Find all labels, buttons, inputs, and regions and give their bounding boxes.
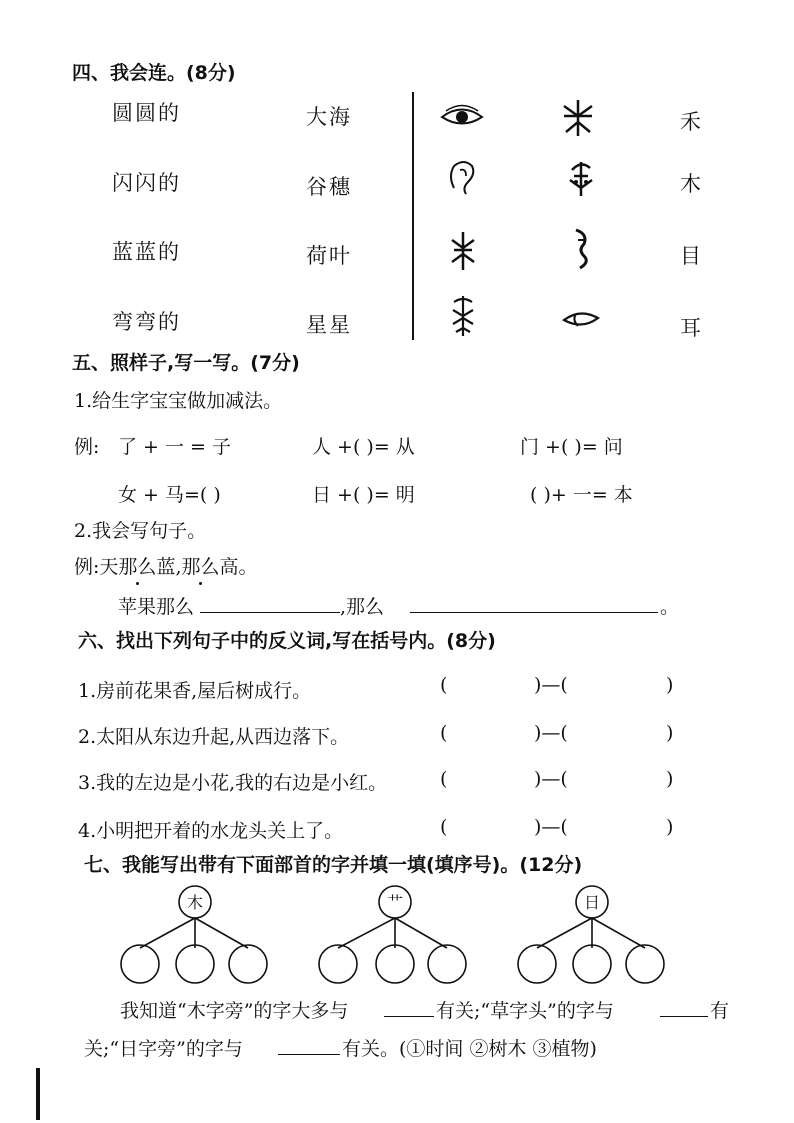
antonym-dash-3: )—( xyxy=(534,768,568,790)
antonym-paren-right-3[interactable]: ) xyxy=(666,768,674,790)
match-right-3: 荷叶 xyxy=(306,244,352,268)
grain-stalk-pictograph-icon xyxy=(448,230,478,272)
match-right-4: 星星 xyxy=(306,313,352,337)
section-4-divider xyxy=(412,92,414,340)
crop-pictograph-icon xyxy=(448,294,478,338)
section-7-title: 七、我能写出带有下面部首的字并填一填(填序号)。(12分) xyxy=(84,854,583,876)
radical-question-part-1: 我知道“木字旁”的字大多与 xyxy=(120,1000,349,1022)
math-row1-item1: 了 + 一 = 子 xyxy=(118,436,231,458)
modern-char-3: 目 xyxy=(680,244,703,268)
math-row2-item3[interactable]: ( )+ 一= 本 xyxy=(530,484,633,506)
radical-blank-1[interactable] xyxy=(384,1016,434,1017)
antonym-dash-4: )—( xyxy=(534,816,568,838)
antonym-sentence-3: 3.我的左边是小花,我的右边是小红。 xyxy=(78,772,388,794)
match-left-2: 闪闪的 xyxy=(112,171,181,195)
fill-sentence-end: 。 xyxy=(660,596,680,618)
math-row1-item3[interactable]: 门 +( )= 问 xyxy=(520,436,623,458)
match-right-1: 大海 xyxy=(306,105,352,129)
antonym-paren-left-4[interactable]: ( xyxy=(440,816,448,838)
sentence-example-part-d: 那么 xyxy=(181,552,219,579)
answer-circle-2-2[interactable] xyxy=(376,945,414,983)
modern-char-1: 禾 xyxy=(680,110,703,134)
ear-pictograph-icon xyxy=(446,158,478,198)
radical-label-2: 艹 xyxy=(386,893,404,912)
match-left-3: 蓝蓝的 xyxy=(112,240,181,264)
antonym-dash-1: )—( xyxy=(534,674,568,696)
match-right-2: 谷穗 xyxy=(306,175,352,199)
antonym-paren-left-1[interactable]: ( xyxy=(440,674,448,696)
antonym-sentence-1: 1.房前花果香,屋后树成行。 xyxy=(78,680,312,702)
tree-pictograph-icon xyxy=(560,98,596,138)
math-row2-item2[interactable]: 日 +( )= 明 xyxy=(312,484,415,506)
answer-circle-1-1[interactable] xyxy=(121,945,159,983)
sentence-example-part-a: 天 xyxy=(99,556,119,578)
answer-circle-3-3[interactable] xyxy=(626,945,664,983)
antonym-sentence-2: 2.太阳从东边升起,从西边落下。 xyxy=(78,726,350,748)
antonym-paren-left-2[interactable]: ( xyxy=(440,722,448,744)
antonym-paren-right-4[interactable]: ) xyxy=(666,816,674,838)
answer-circle-2-3[interactable] xyxy=(428,945,466,983)
radical-blank-2[interactable] xyxy=(660,1016,708,1017)
radical-question-part-5: 有关。(①时间 ②树木 ③植物) xyxy=(342,1038,597,1060)
answer-circle-3-1[interactable] xyxy=(518,945,556,983)
answer-circle-1-2[interactable] xyxy=(176,945,214,983)
section-5-title: 五、照样子,写一写。(7分) xyxy=(72,352,300,374)
sentence-example-part-e: 高。 xyxy=(219,556,258,578)
fill-blank-1[interactable] xyxy=(200,612,340,613)
answer-circle-3-2[interactable] xyxy=(573,945,611,983)
antonym-paren-right-2[interactable]: ) xyxy=(666,722,674,744)
match-left-1: 圆圆的 xyxy=(112,101,181,125)
radical-branches-2 xyxy=(338,918,447,948)
answer-circle-2-1[interactable] xyxy=(319,945,357,983)
math-row1-item2[interactable]: 人 +( )= 从 xyxy=(312,436,415,458)
antonym-dash-2: )—( xyxy=(534,722,568,744)
fill-sentence-middle: ,那么 xyxy=(340,596,385,618)
section-6-title: 六、找出下列句子中的反义词,写在括号内。(8分) xyxy=(78,630,496,652)
sentence-example-part-b: 那么 xyxy=(118,552,156,579)
antonym-paren-right-1[interactable]: ) xyxy=(666,674,674,696)
antonym-sentence-4: 4.小明把开着的水龙头关上了。 xyxy=(78,820,344,842)
answer-circle-1-3[interactable] xyxy=(229,945,267,983)
radical-branches-1 xyxy=(140,918,248,948)
math-row2-item1[interactable]: 女 + 马=( ) xyxy=(118,484,221,506)
sentence-example-part-c: 蓝, xyxy=(156,556,182,578)
radical-label-1: 木 xyxy=(186,893,204,912)
fill-blank-2[interactable] xyxy=(410,612,658,613)
section-5-q1: 1.给生字宝宝做加减法。 xyxy=(74,390,283,412)
eye-pictograph-icon xyxy=(440,102,484,132)
section-4-title: 四、我会连。(8分) xyxy=(72,62,236,84)
grain-pictograph-icon xyxy=(564,160,598,198)
ear-variant-pictograph-icon xyxy=(566,226,596,272)
radical-question-part-3: 有 xyxy=(710,1000,730,1022)
radical-branches-3 xyxy=(537,918,645,948)
binding-mark xyxy=(36,1068,40,1120)
radical-question-part-2: 有关;“草字头”的字与 xyxy=(436,1000,614,1022)
sentence-example xyxy=(74,552,258,579)
modern-char-4: 耳 xyxy=(680,316,703,340)
example-label-1: 例: xyxy=(74,436,100,458)
modern-char-2: 木 xyxy=(680,172,703,196)
match-left-4: 弯弯的 xyxy=(112,310,181,334)
radical-label-3: 日 xyxy=(583,893,601,912)
radical-trees-diagram xyxy=(100,880,680,990)
antonym-paren-left-3[interactable]: ( xyxy=(440,768,448,790)
sentence-example-label: 例: xyxy=(74,556,100,578)
fill-sentence-start: 苹果那么 xyxy=(118,596,195,618)
eye-variant-pictograph-icon xyxy=(562,308,600,330)
radical-question-part-4: 关;“日字旁”的字与 xyxy=(84,1038,243,1060)
radical-blank-3[interactable] xyxy=(278,1054,340,1055)
section-5-q2: 2.我会写句子。 xyxy=(74,520,207,542)
